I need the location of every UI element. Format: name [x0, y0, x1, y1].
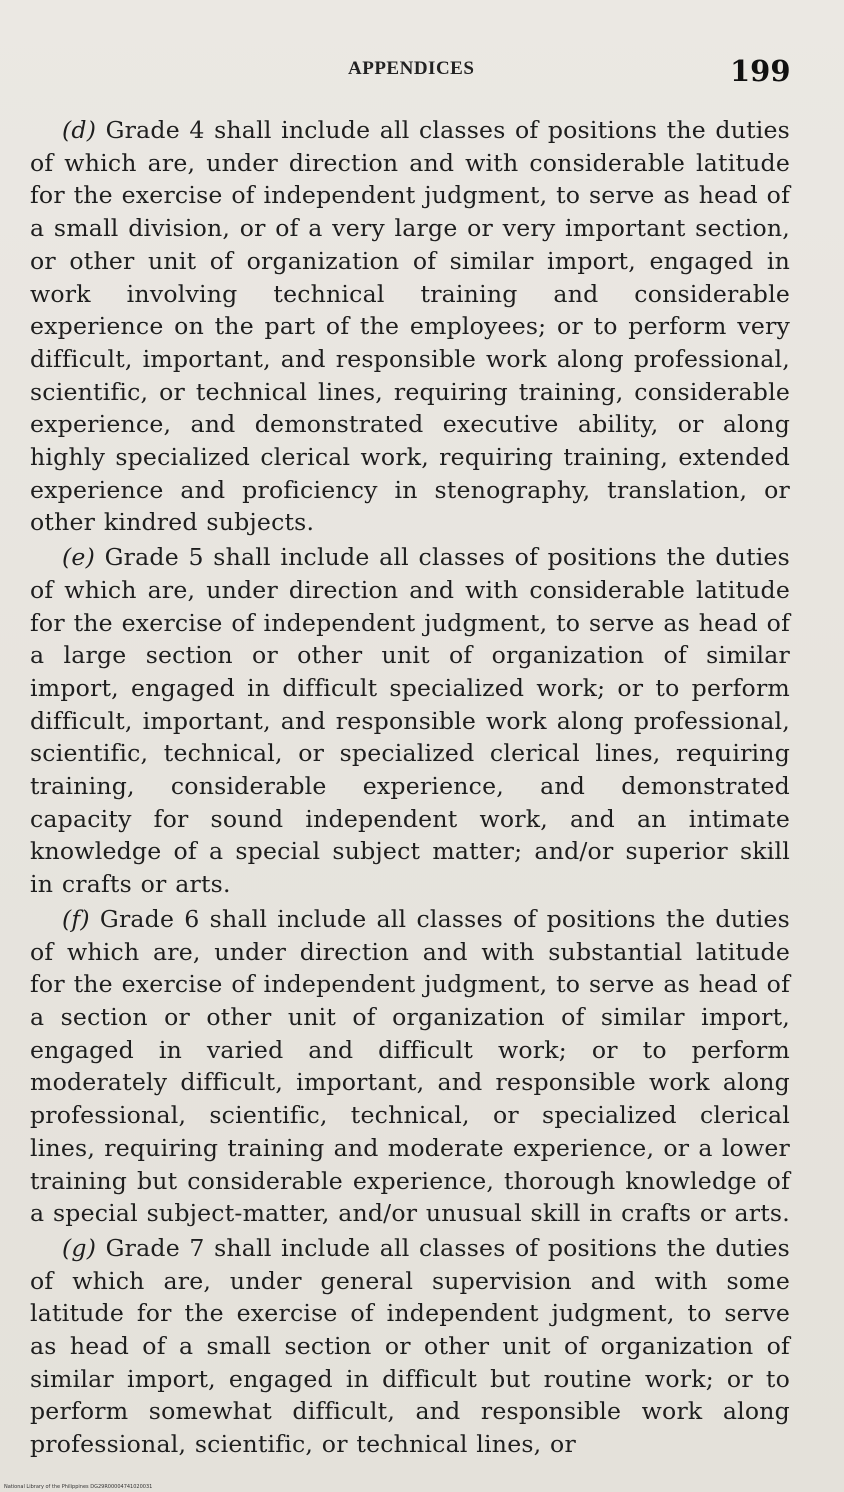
paragraph-g: [30, 1232, 790, 1461]
paragraph-d: [30, 114, 790, 539]
paragraph-e: [30, 541, 790, 901]
paragraph-marker: (g): [62, 1233, 97, 1262]
paragraph-marker: (f): [62, 904, 90, 933]
paragraph-text: Grade 5 shall include all classes of positions the duties of which are, under direction and with considerable latitude for the exercise of independent judgment, to serve as head of a large section or other unit of organization of similar import, engaged in difficult specialized work; or to perform difficult, important, and responsible work along professional, scientific, technical, or specialized clerical lines, requiring training, considerable experience, and demonstrated capacity for sound independent work, and an intimate knowledge of a special subject matter; and/or superior skill in crafts or arts.: [30, 543, 790, 899]
paragraph-marker: (e): [62, 543, 95, 572]
paragraph-text: Grade 4 shall include all classes of positions the duties of which are, under direction and with considerable latitude for the exercise of independent judgment, to serve as head of a small division, or of a very large or very important section, or other unit of organization of similar import, engaged in work involving technical training and considerable experience on the part of the employees; or to perform very difficult, important, and responsible work along professional, scientific, or technical lines, requiring training, considerable experience, and demonstrated executive ability, or along highly specialized clerical work, requiring training, extended experience and proficiency in stenography, translation, or other kindred subjects.: [30, 116, 790, 537]
paragraph-marker: (d): [62, 116, 97, 144]
page-header: [0, 56, 844, 96]
page-number: 199: [730, 54, 791, 88]
scan-credit: National Library of the Philippines DG29R00004741020031: [4, 1484, 153, 1490]
paragraph-text: Grade 7 shall include all classes of positions the duties of which are, under general supervision and with some latitude for the exercise of independent judgment, to serve as head of a small section or other unit of organization of similar import, engaged in difficult but routine work; or to perform somewhat difficult, and responsible work along professional, scientific, or technical lines, or: [30, 1233, 790, 1459]
body-text: [30, 114, 790, 1461]
running-head: APPENDICES: [348, 58, 475, 79]
paragraph-f: [30, 903, 790, 1230]
paragraph-text: Grade 6 shall include all classes of positions the duties of which are, under direction and with substantial latitude for the exercise of independent judgment, to serve as head of a section or other unit of organization of similar import, engaged in varied and difficult work; or to perform moderately difficult, important, and responsible work along professional, scientific, technical, or specialized clerical lines, requiring training and moderate experience, or a lower training but considerable experience, thorough knowledge of a special subject-matter, and/or unusual skill in crafts or arts.: [30, 904, 790, 1228]
